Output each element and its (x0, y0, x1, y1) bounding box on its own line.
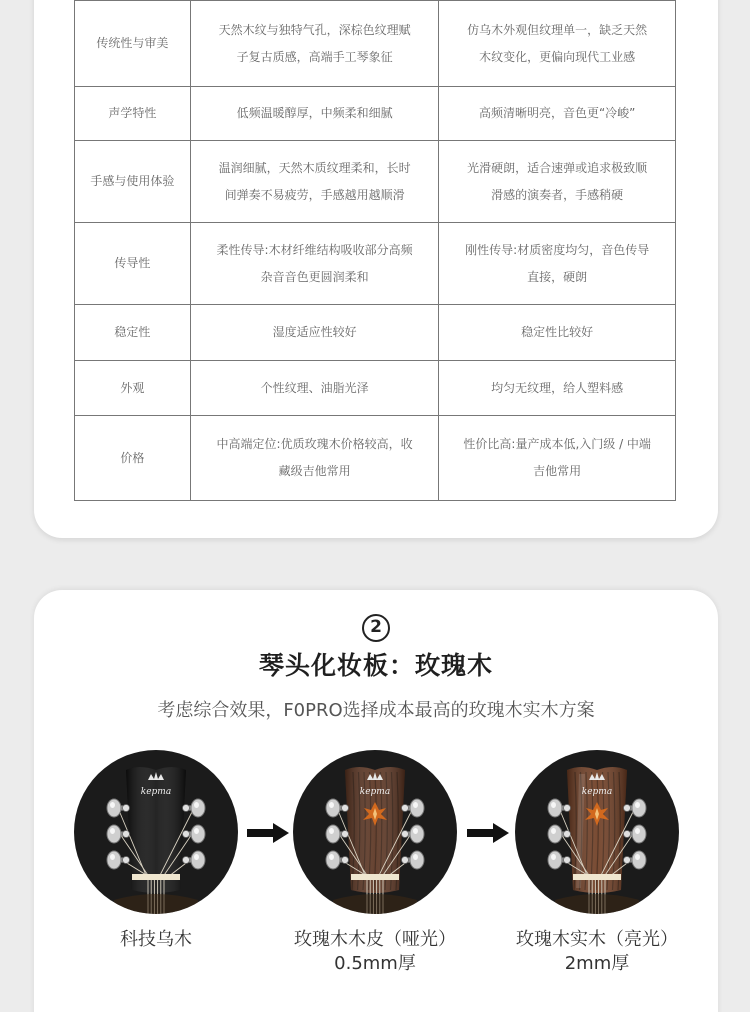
rosewood-cell: 温润细腻，天然木质纹理柔和，长时间弹奏不易疲劳，手感越用越顺滑 (190, 141, 439, 223)
table-row (75, 305, 676, 361)
svg-text:kepma: kepma (581, 787, 613, 797)
svg-text:kepma: kepma (140, 787, 172, 797)
comparison-table (74, 0, 676, 501)
rosewood-cell: 低频温暖醇厚，中频柔和细腻 (190, 87, 439, 141)
rosewood-cell: 柔性传导:木材纤维结构吸收部分高频杂音音色更圆润柔和 (190, 223, 439, 305)
table-row (75, 87, 676, 141)
row-label-cell: 价格 (75, 416, 191, 501)
caption-rosewood-veneer: 玫瑰木木皮（哑光） 0.5mm厚 (294, 929, 456, 974)
table-row (75, 1, 676, 87)
row-label-cell: 传导性 (75, 223, 191, 305)
row-label-cell: 传统性与审美 (75, 1, 191, 87)
rosewood-solid-headstock-image (515, 750, 679, 914)
ebony-headstock-image (74, 750, 238, 914)
ebony-cell: 高频清晰明亮，音色更“冷峻” (439, 87, 676, 141)
row-label-cell: 声学特性 (75, 87, 191, 141)
row-label-cell: 稳定性 (75, 305, 191, 361)
ebony-cell: 光滑硬朗，适合速弹或追求极致顺滑感的演奏者，手感稍硬 (439, 141, 676, 223)
right-arrow-icon (467, 822, 509, 844)
caption-ebony: 科技乌木 (120, 929, 192, 950)
table-row (75, 141, 676, 223)
rosewood-cell: 湿度适应性较好 (190, 305, 439, 361)
row-label-cell: 手感与使用体验 (75, 141, 191, 223)
table-row (75, 416, 676, 501)
row-label-cell: 外观 (75, 361, 191, 416)
table-row (75, 361, 676, 416)
caption-rosewood-solid: 玫瑰木实木（亮光） 2mm厚 (516, 929, 678, 974)
rosewood-veneer-headstock-image (293, 750, 457, 914)
rosewood-cell: 个性纹理、油脂光泽 (190, 361, 439, 416)
comparison-card (34, 0, 718, 538)
headstock-section-card (34, 590, 718, 1012)
section-title: 琴头化妆板：玫瑰木 (258, 651, 493, 680)
table-row (75, 223, 676, 305)
svg-text:kepma: kepma (359, 787, 391, 797)
right-arrow-icon (247, 822, 289, 844)
ebony-cell: 性价比高:量产成本低,入门级 / 中端吉他常用 (439, 416, 676, 501)
section-subtitle: 考虑综合效果，F0PRO选择成本最高的玫瑰木实木方案 (157, 700, 595, 721)
ebony-cell: 均匀无纹理，给人塑料感 (439, 361, 676, 416)
ebony-cell: 稳定性比较好 (439, 305, 676, 361)
ebony-cell: 刚性传导:材质密度均匀，音色传导直接，硬朗 (439, 223, 676, 305)
rosewood-cell: 天然木纹与独特气孔，深棕色纹理赋子复古质感，高端手工琴象征 (190, 1, 439, 87)
rosewood-cell: 中高端定位:优质玫瑰木价格较高，收藏级吉他常用 (190, 416, 439, 501)
section-number-badge: 2 (34, 614, 718, 642)
ebony-cell: 仿乌木外观但纹理单一，缺乏天然木纹变化，更偏向现代工业感 (439, 1, 676, 87)
